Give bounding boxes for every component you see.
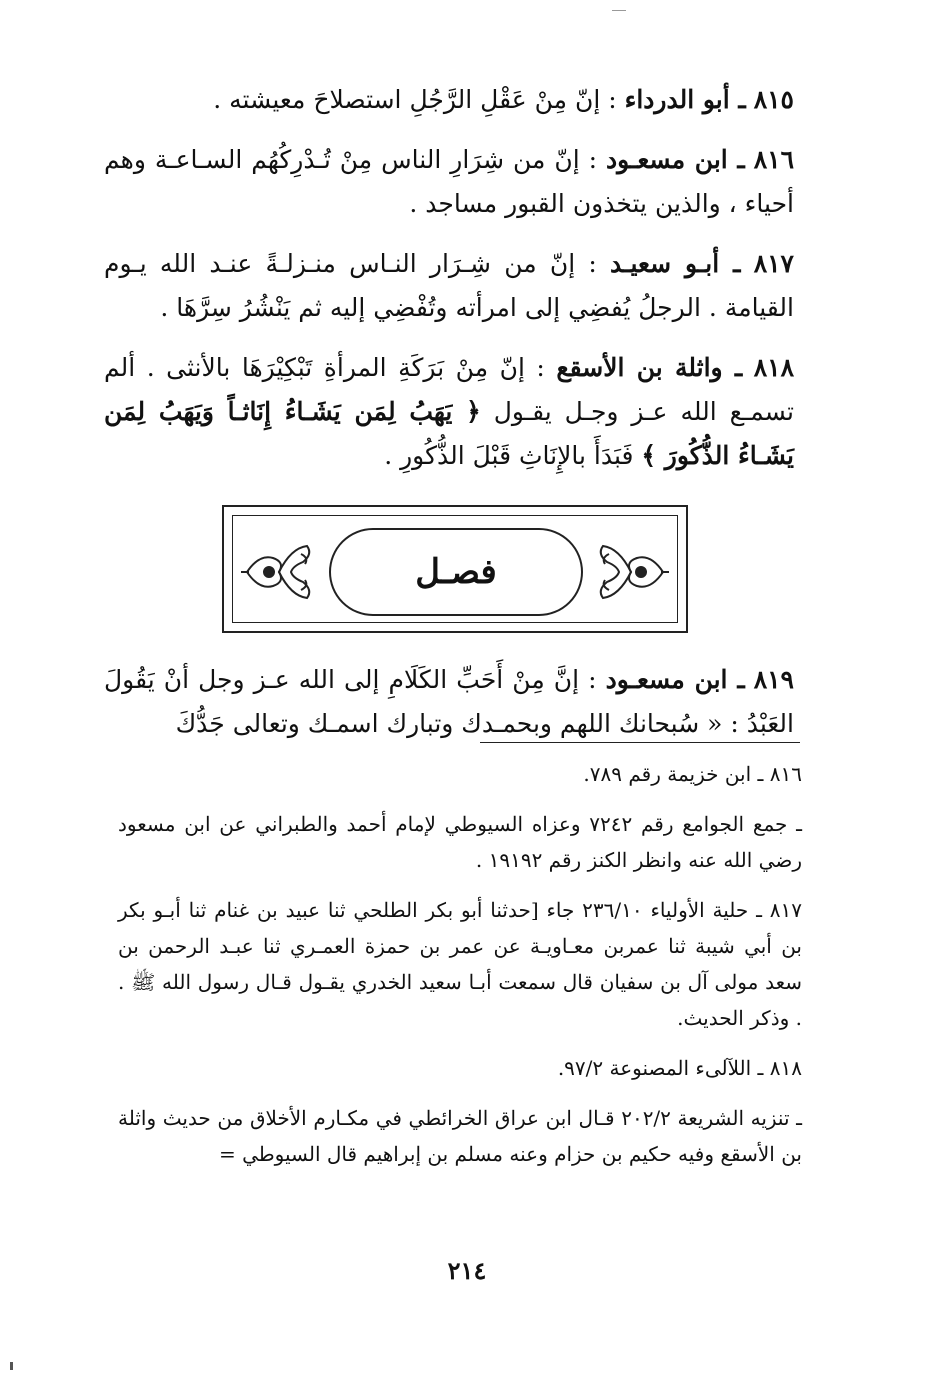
entry-text: : إنّ من شِـرَار النـاس منـزلـةً عنـد الله يـوم القيامة . الرجلُ يُفضِي إلى امرأته وتُفْضِي إليه ثم يَنْشُرُ سِرَّهَا . <box>104 249 794 322</box>
section-heading: فصـل <box>415 552 497 592</box>
footnote: ٨١٨ ـ اللآلىء المصنوعة ٩٧/٢. <box>557 1056 802 1080</box>
entry-narrator: ابن مسعـود <box>605 145 728 174</box>
section-heading-frame <box>222 505 688 633</box>
entry-number: ٨١٦ <box>753 145 795 174</box>
entry-number: ٨١٧ <box>753 249 794 278</box>
entry-text-after: فَبَدَأَ بالإِنَاثِ قَبْلَ الذُّكُورِ . <box>384 441 634 470</box>
entry-818: ٨١٨ ـ واثلة بن الأسقع : إنّ مِنْ بَرَكَةِ المرأةِ تَبْكِيْرَهَا بالأنثى . ألم تسمـع الله عـز وجـل يقـول ﴿ يَهَبُ لِمَن يَشَـاءُ إِنَاثـاً وَيَهَبُ لِمَن يَشَـاءُ الذُّكُورَ ﴾ فَبَدَأَ بالإِنَاثِ قَبْلَ الذُّكُورِ . <box>104 353 795 470</box>
main-text-block <box>104 78 794 494</box>
main-text-block-2 <box>104 658 794 762</box>
footnote: ـ تنزيه الشريعة ٢٠٢/٢ قـال ابن عراق الخرائطي في مكـارم الأخلاق من حديث واثلة بن الأسقع وفيه حكيم بن حزام وعنه مسلم بن إبراهيم قال السيوطي = <box>118 1106 802 1166</box>
footnote: ٨١٧ ـ حلية الأولياء ٢٣٦/١٠ جاء [حدثنا أبو بكر الطلحي ثنا عبيد بن غنام ثنا أبـو بكر بن أبي شيبة ثنا عمربن معـاويـة عن عمر بن حمزة العمـري ثنا عبـد الرحمن بن سعد مولى آل بن سفيان قال سمعت أبـا سعيد الخدري يقـول قـال رسول الله ﷺ . . وذكر الحديث. <box>118 898 803 1030</box>
entry-number: ٨١٨ <box>753 353 795 382</box>
scan-mark <box>612 10 626 11</box>
entry-817: ٨١٧ ـ أبـو سعيـد : إنّ من شِـرَار النـاس منـزلـةً عنـد الله يـوم القيامة . الرجلُ يُفضِي إلى امرأته وتُفْضِي إليه ثم يَنْشُرُ سِرَّهَا . <box>104 249 794 322</box>
section-heading-inner-border <box>232 515 678 623</box>
entry-narrator: ابن مسعـود <box>605 665 728 694</box>
entry-text: : إنّ مِنْ بَرَكَةِ المرأةِ تَبْكِيْرَهَا بالأنثى . ألم تسمـع الله عـز وجـل يقـول <box>104 353 794 426</box>
scan-mark <box>10 1362 13 1370</box>
quran-verse: ﴿ يَهَبُ لِمَن يَشَـاءُ إِنَاثـاً وَيَهَبُ لِمَن يَشَـاءُ الذُّكُورَ ﴾ <box>104 397 794 470</box>
footnote: ٨١٦ ـ ابن خزيمة رقم ٧٨٩. <box>583 762 802 786</box>
entry-text: : إنّ من شِرَارِ الناس مِنْ تُـدْرِكُهُم السـاعـة وهم أحياء ، والذين يتخذون القبور مساجد . <box>104 145 794 218</box>
entry-815: ٨١٥ ـ أبو الدرداء : إنّ مِنْ عَقْلِ الرَّجُلِ استصلاحَ معيشته . <box>213 85 794 114</box>
entry-816: ٨١٦ ـ ابن مسعـود : إنّ من شِرَارِ الناس مِنْ تُـدْرِكُهُم السـاعـة وهم أحياء ، والذين يتخذون القبور مساجد . <box>104 145 795 218</box>
entry-number: ٨١٩ <box>753 665 794 694</box>
entry-819: ٨١٩ ـ ابن مسعـود : إنَّ مِنْ أَحَبِّ الكَلَامِ إلى الله عـز وجل أنْ يَقُولَ العَبْدُ : « سُبحانك اللهم وبحمـدك وتبارك اسمـك وتعالى جَدُّكَ <box>104 665 794 738</box>
entry-text: : إنّ مِنْ عَقْلِ الرَّجُلِ استصلاحَ معيشته . <box>213 85 617 114</box>
section-heading-oval <box>329 528 583 616</box>
entry-text: : إنَّ مِنْ أَحَبِّ الكَلَامِ إلى الله عـز وجل أنْ يَقُولَ العَبْدُ : « سُبحانك اللهم وبحمـدك وتبارك اسمـك وتعالى جَدُّكَ <box>104 665 794 738</box>
entry-number: ٨١٥ <box>753 85 794 114</box>
footnote-divider <box>480 742 800 743</box>
arabesque-ornament-icon <box>239 532 319 612</box>
entry-narrator: أبو الدرداء <box>624 85 730 114</box>
arabesque-ornament-icon <box>591 532 671 612</box>
footnote: ـ جمع الجوامع رقم ٧٢٤٢ وعزاه السيوطي لإمام أحمد والطبراني عن ابن مسعود رضي الله عنه وانظر الكنز رقم ١٩١٩٢ . <box>118 812 802 872</box>
entry-narrator: واثلة بن الأسقع <box>556 353 723 382</box>
entry-narrator: أبـو سعيـد <box>610 249 720 278</box>
page-number: ٢١٤ <box>447 1256 487 1285</box>
footnotes-block <box>118 756 802 1186</box>
